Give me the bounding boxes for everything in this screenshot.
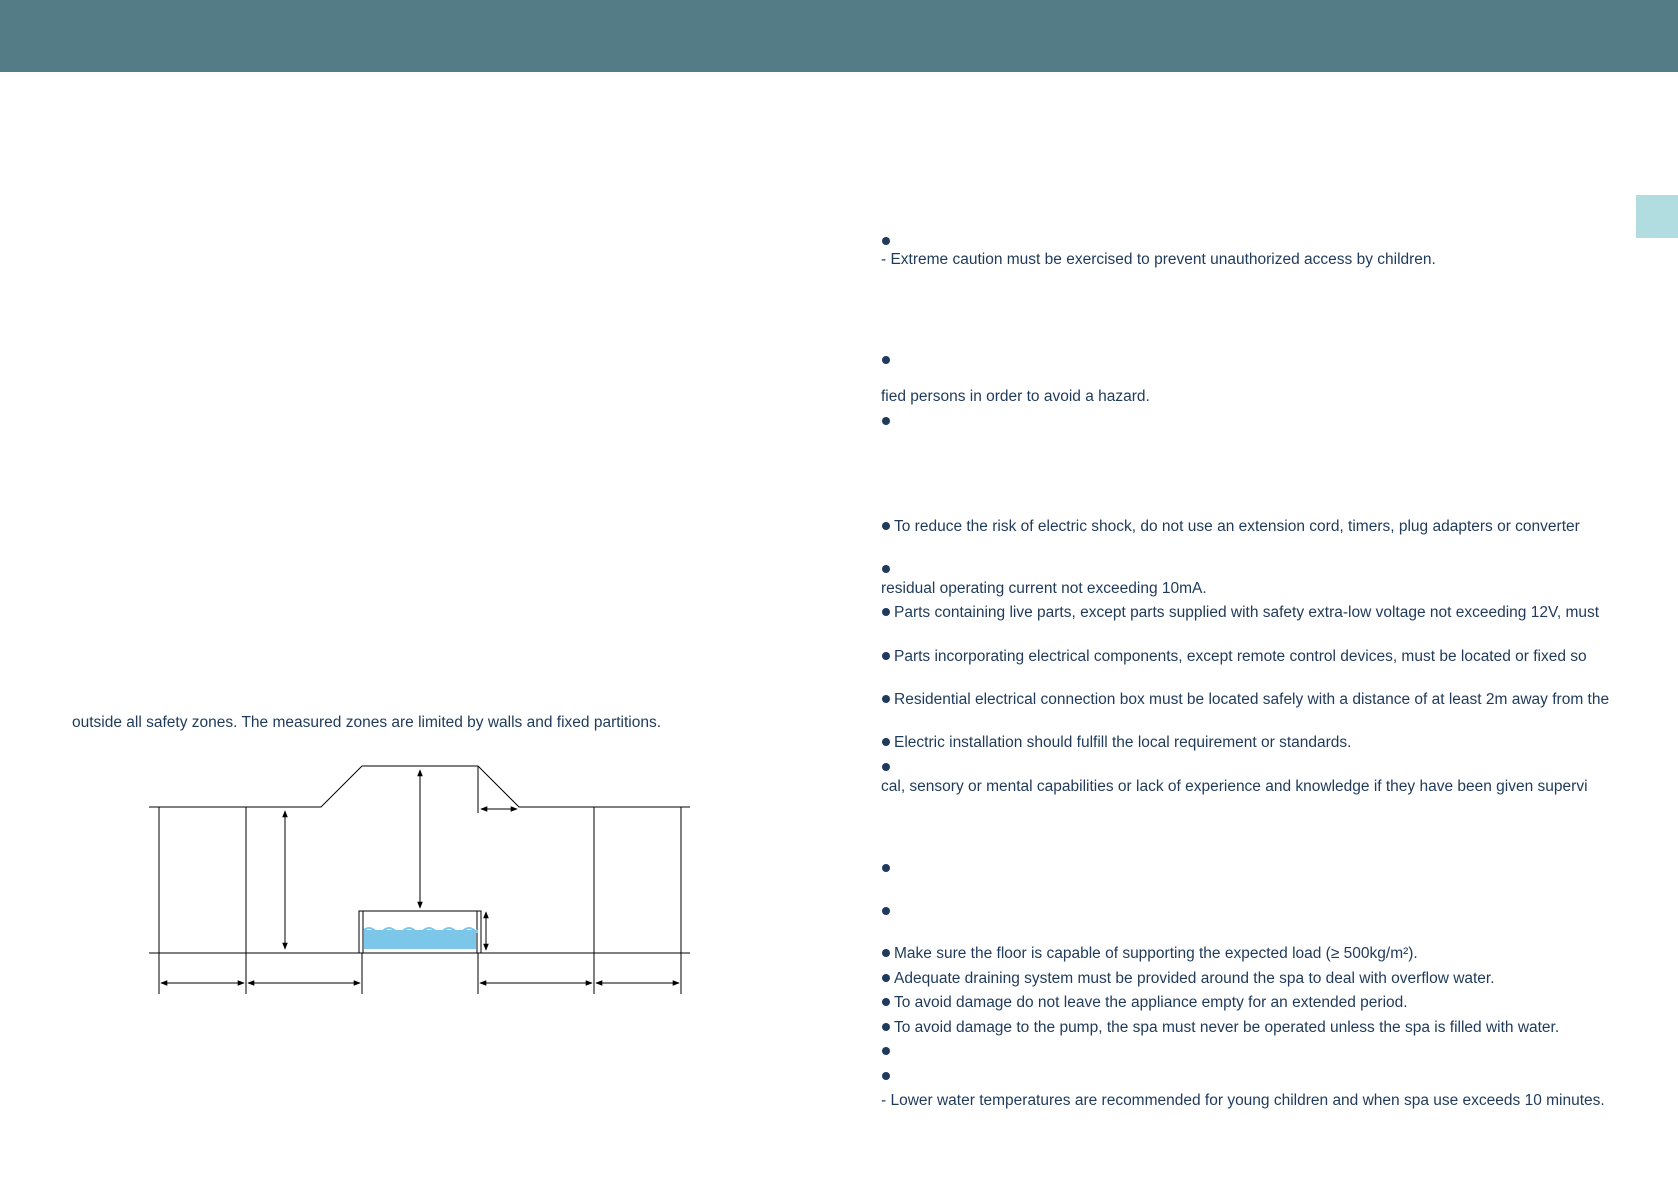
list-item (881, 1068, 894, 1086)
list-item: cal, sensory or mental capabilities or lack of experience and knowledge if they have been given supervi (881, 778, 1588, 795)
bullet-icon (882, 864, 890, 872)
list-item (881, 903, 894, 921)
list-item: To reduce the risk of electric shock, do not use an extension cord, timers, plug adapters or converter (881, 518, 1580, 536)
list-item (881, 233, 894, 251)
list-item: Residential electrical connection box must be located safely with a distance of at least 2m away from the (881, 691, 1609, 709)
list-item (881, 413, 894, 431)
bullet-icon (882, 356, 890, 364)
bullet-icon (882, 907, 890, 915)
list-item: fied persons in order to avoid a hazard. (881, 388, 1150, 405)
bullet-icon (882, 1072, 890, 1080)
bullet-icon (882, 738, 890, 746)
list-item (881, 1043, 894, 1061)
list-item (881, 759, 894, 777)
bullet-icon (882, 1047, 890, 1055)
bullet-icon (882, 998, 890, 1006)
list-item: - Extreme caution must be exercised to prevent unauthorized access by children. (881, 251, 1436, 268)
safety-zone-diagram (140, 760, 700, 1000)
bullet-icon (882, 763, 890, 771)
list-item: Parts incorporating electrical components, except remote control devices, must be located or fixed so (881, 648, 1587, 666)
list-item: Adequate draining system must be provided around the spa to deal with overflow water. (881, 970, 1495, 988)
bullet-icon (882, 608, 890, 616)
header-bar (0, 0, 1678, 72)
safety-zones-text: outside all safety zones. The measured zones are limited by walls and fixed partitions. (72, 714, 662, 731)
list-item: Parts containing live parts, except parts supplied with safety extra-low voltage not exceeding 12V, must (881, 604, 1599, 622)
list-item: - Lower water temperatures are recommended for young children and when spa use exceeds 10 minutes. (881, 1092, 1605, 1109)
bullet-icon (882, 949, 890, 957)
list-item: residual operating current not exceeding 10mA. (881, 580, 1207, 597)
bullet-icon (882, 1023, 890, 1031)
list-item: Electric installation should fulfill the local requirement or standards. (881, 734, 1351, 752)
bullet-icon (882, 237, 890, 245)
bullet-icon (882, 652, 890, 660)
list-item (881, 561, 894, 579)
bullet-icon (882, 974, 890, 982)
list-item (881, 860, 894, 878)
list-item (881, 352, 894, 370)
bullet-icon (882, 417, 890, 425)
bullet-icon (882, 522, 890, 530)
bullet-icon (882, 695, 890, 703)
list-item: To avoid damage to the pump, the spa must never be operated unless the spa is filled with water. (881, 1019, 1559, 1037)
list-item: Make sure the floor is capable of supporting the expected load (≥ 500kg/m²). (881, 945, 1418, 963)
bullet-icon (882, 565, 890, 573)
list-item: To avoid damage do not leave the appliance empty for an extended period. (881, 994, 1408, 1012)
side-tab (1636, 195, 1678, 238)
